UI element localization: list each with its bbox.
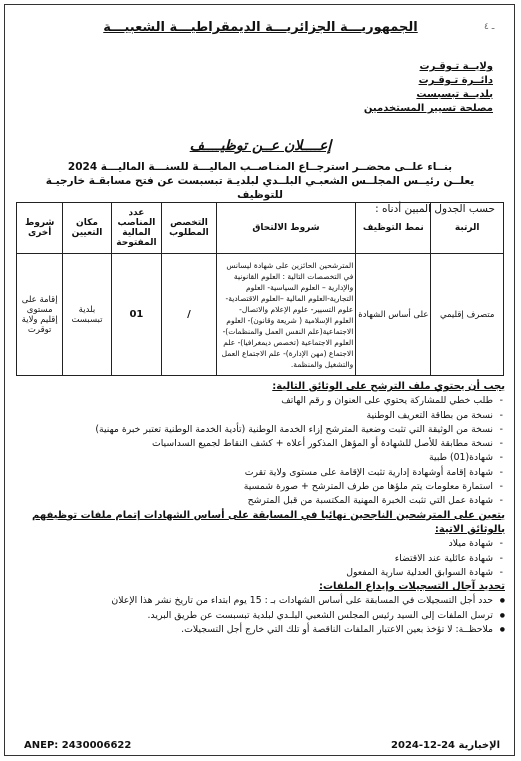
announcement-title: إعــــلان عــن توظيــــف [189, 138, 332, 154]
list-item: ● ترسل الملفات إلى السيد رئيس المجلس الشعبي البلـدي لبلدية تبسبست عن طريق البريد. [15, 609, 505, 623]
daira-line: دائــرة تـوقـرت [418, 75, 493, 86]
admin-block [364, 60, 493, 116]
col-positions: عدد المناصب المالية المفتوحة [111, 203, 162, 254]
commune-line: بلديــة تبسبست [416, 89, 493, 100]
cell-specialty: / [162, 254, 216, 376]
col-conditions: شروط الالتحاق [216, 203, 356, 254]
deadline-heading: تحديد آجال التسجيلات وإيداع الملفات: [318, 581, 505, 593]
table-header-row [17, 203, 504, 254]
list-item: - شهادة إقامة أوشهادة إدارية تثبت الإقامة على مستوى ولاية تقرت [15, 466, 505, 480]
positions-table [16, 202, 504, 376]
table-row [17, 254, 504, 376]
service-line: مصلحة تسيير المستخدمين [363, 103, 493, 114]
anep-reference: ANEP: 2430006622 [24, 740, 132, 751]
cell-place: بلدية تبسبست [63, 254, 111, 376]
col-specialty: التخصص المطلوب [162, 203, 216, 254]
list-item: - نسخة مطابقة للأصل للشهادة أو المؤهل المذكور أعلاه + كشف النقاط لجميع السداسيات [15, 437, 505, 451]
list-item: ● ملاحظــة: لا تؤخذ بعين الاعتبار الملفات الناقصة أو تلك التي خارج أجل التسجيلات. [15, 623, 505, 637]
republic-title: الجمهوريـــة الجزائريـــة الديمقراطيـــة الشعبيـــة [103, 20, 418, 35]
list-item: - شهادة عمل التي تثبت الخبرة المهنية المكتسبة من قبل المترشح [15, 494, 505, 508]
cell-other: إقامة على مستوى إقليم ولاية توقرت [17, 254, 63, 376]
list-item: - نسخة من بطاقة التعريف الوطنية [15, 409, 505, 423]
intro-line-3: حسب الجدول المبين أدناه : [375, 203, 495, 215]
cell-conditions: المترشحين الحائزين على شهادة ليسانس في التخصصات التالية : العلوم القانونية والإدارية – العلوم السياسية- العلوم التجارية-العلوم المالية –العلوم الاقتصادية- علوم التسيير- علوم الإعلام والاتصال- العلوم الإسلامية ( شريعة وقانون)- العلوم الاجتماعية(علم النفس العمل والمنظمات)- العلوم الاجتماعية (تخصص ديمغرافيا)- علم الاجتماع (مهن الإدارة)- علم الاجتماع العمل والتشغيل والمنظمة. [216, 254, 356, 376]
list-item: - شهادة السوابق العدلية سارية المفعول [15, 566, 505, 580]
list-item: ● حدد أجل التسجيلات في المسابقة على أساس الشهادات بـ : 15 يوم ابتداء من تاريخ نشر هذا الإعلان [15, 594, 505, 608]
col-place: مكان التعيين [63, 203, 111, 254]
wilaya-line: ولايــة تـوقـرت [419, 61, 493, 72]
documents-heading: يجب أن يحتوي ملف الترشح على الوثائق التالية: [272, 381, 505, 392]
publication-date: 2024-12-24 [391, 740, 456, 751]
list-item: - طلب خطي للمشاركة يحتوي على العنوان و رقم الهاتف [15, 394, 505, 408]
list-item: - استمارة معلومات يتم ملؤها من طرف المترشح + صورة شمسية [15, 480, 505, 494]
publication-info [391, 740, 500, 751]
list-item: - نسخة من الوثيقة التي تثبت وضعية المترشح إزاء الخدمة الوطنية (تأدية الخدمة الوطنية تعتبر خبرة مهنية) [15, 423, 505, 437]
corner-mark: ـ ٤ [484, 22, 495, 32]
cell-positions: 01 [111, 254, 162, 376]
documents-section [15, 380, 505, 637]
intro-line-1: بنــاء علــى محضــر استرجــاع المنـاصــب الماليـــة للسنـــة الماليـــة 2024 [67, 161, 453, 173]
cell-grade: متصرف إقليمي [431, 254, 504, 376]
list-item: - شهادة عائلية عند الاقتضاء [15, 552, 505, 566]
list-item: - شهادة ميلاد [15, 537, 505, 551]
col-mode: نمط التوظيف [356, 203, 431, 254]
newspaper-name: الإخبارية [458, 740, 500, 751]
col-grade: الرتبة [431, 203, 504, 254]
list-item: - شهادة(01) طبية [15, 451, 505, 465]
cell-mode: على أساس الشهادة [356, 254, 431, 376]
intro-line-2: يعلــن رئيــس المجلــس الشعبـي البلــدي لبلديـة تبسبست عن فتح مسابقـة خارجيـة للتوظيف [45, 175, 475, 201]
col-other: شروط أخرى [17, 203, 63, 254]
final-documents-heading: يتعين على المترشحين الناجحين نهائيا في المسابقة على أساس الشهادات إتمام ملفات توظيفهم بالوثائق الاتية: [32, 509, 505, 535]
